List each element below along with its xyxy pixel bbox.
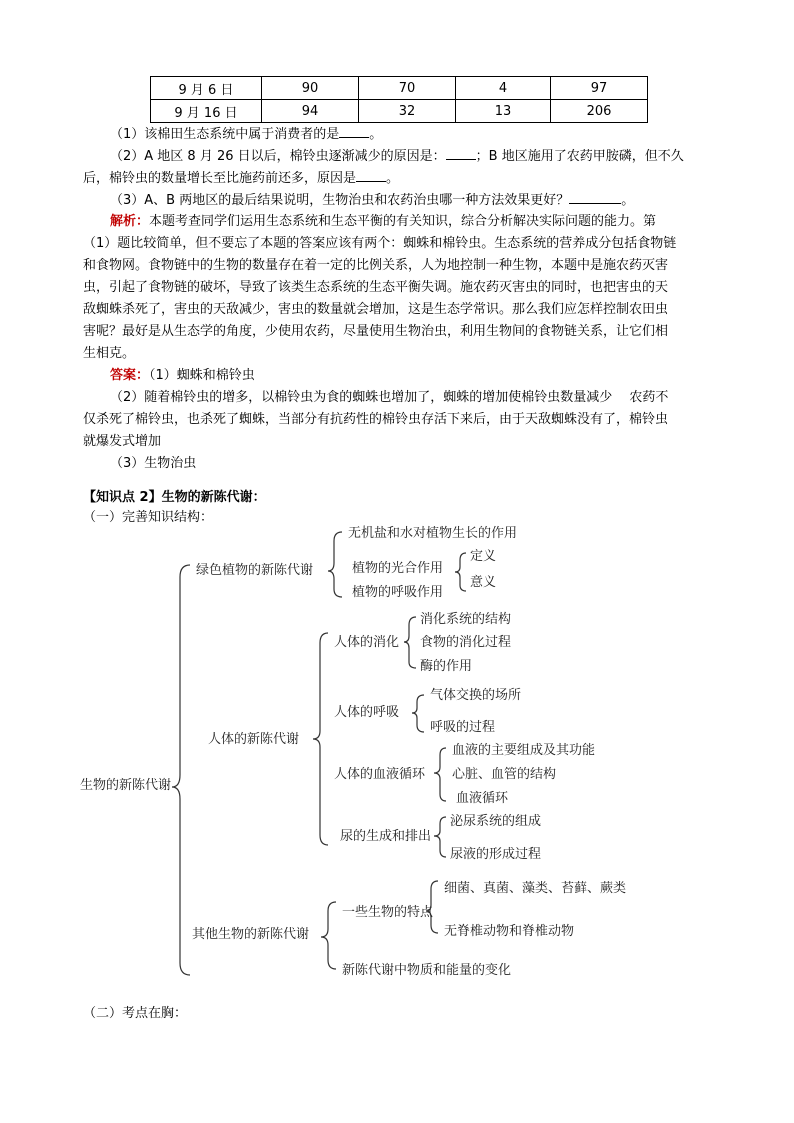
question-3 [110,189,634,212]
q1-end: 。 [369,127,383,142]
brace-blood [434,748,446,801]
tree-root: 生物的新陈代谢 [80,778,172,793]
answer-blank [356,167,386,182]
tree-node: 一些生物的特点 [342,905,434,920]
tree-node: 细菌、真菌、藻类、苔藓、蕨类 [444,881,627,896]
brace-human [313,633,328,845]
table-cell: 206 [551,100,648,123]
tree-node: 酶的作用 [420,659,473,674]
answer-blank [446,145,476,160]
section-subheading: （二）考点在胸： [83,1006,188,1021]
answer-line: （3）生物治虫 [110,456,197,471]
table-cell: 13 [456,100,551,123]
answer-1: （1）蜘蛛和棉铃虫 [149,368,255,383]
table-cell: 97 [551,77,648,100]
brace-green-plants [328,532,342,597]
question-2-line-1 [110,145,684,168]
tree-node: 心脏、血管的结构 [452,767,557,782]
brace-root [172,565,190,975]
tree-node: 消化系统的结构 [420,612,512,627]
q2-text-2: ；B 地区施用了农药甲胺磷，但不久 [475,149,684,164]
answer-label: 答案： [110,368,150,383]
q1-text: （1）该棉田生态系统中属于消费者的是 [110,127,340,142]
table-cell: 9 月 16 日 [151,100,262,123]
answer-line: 仅杀死了棉铃虫，也杀死了蜘蛛，当部分有抗药性的棉铃虫存活下来后，由于天敌蜘蛛没有了，棉铃虫 [83,412,669,427]
answer-blank [569,189,621,204]
tree-human: 人体的新陈代谢 [208,732,300,747]
table-row [151,77,648,100]
table-cell: 9 月 6 日 [151,77,262,100]
table-row [151,100,648,123]
table-cell: 94 [262,100,359,123]
analysis-line: 害呢？最好是从生态学的角度，少使用农药，尽量使用生物治虫，利用生物间的食物链关系，让它们相 [83,324,669,339]
analysis-line: 虫，引起了食物链的破坏，导致了该类生态系统的生态平衡失调。施农药灭害虫的同时，也把害虫的天 [83,280,669,295]
analysis-line [110,211,656,233]
tree-node: 植物的呼吸作用 [352,585,444,600]
tree-node: 人体的呼吸 [334,705,400,720]
analysis-line: 敌蜘蛛杀死了，害虫的天敌减少，害虫的数量就会增加，这是生态学常识。那么我们应怎样控制农田虫 [83,302,669,317]
tree-other: 其他生物的新陈代谢 [192,927,310,942]
table-cell: 70 [359,77,456,100]
section-heading: 【知识点 2】生物的新陈代谢： [83,490,266,505]
tree-node: 气体交换的场所 [430,688,522,703]
tree-node: 意义 [470,575,497,590]
q2-text-1: （2）A 地区 8 月 26 日以后，棉铃虫逐渐减少的原因是： [110,149,446,164]
brace-digestion [404,617,416,668]
q3-end: 。 [621,193,635,208]
answer-line [110,365,255,387]
tree-node: 无脊椎动物和脊椎动物 [444,924,575,939]
question-2-line-2 [83,167,399,190]
question-1 [110,123,382,146]
tree-node: 新陈代谢中物质和能量的变化 [342,963,512,978]
brace-breath [412,695,424,732]
tree-node: 定义 [470,549,497,564]
tree-node: 呼吸的过程 [430,720,496,735]
q3-text: （3）A、B 两地区的最后结果说明，生物治虫和农药治虫哪一种方法效果更好？ [110,193,570,208]
answer-line: 就爆发式增加 [83,434,162,449]
analysis-label: 解析： [110,214,150,229]
tree-node: 无机盐和水对植物生长的作用 [348,526,518,541]
tree-node: 植物的光合作用 [352,561,444,576]
analysis-line: 和食物网。食物链中的生物的数量存在着一定的比例关系，人为地控制一种生物，本题中是施农药灭害 [83,258,669,273]
answer-line: （2）随着棉铃虫的增多，以棉铃虫为食的蜘蛛也增加了，蜘蛛的增加使棉铃虫数量减少 农药不 [110,390,669,405]
answer-blank [339,123,369,138]
analysis-text: 本题考查同学们运用生态系统和生态平衡的有关知识，综合分析解决实际问题的能力。第 [149,214,657,229]
brace-urine [434,817,446,857]
tree-node: 人体的血液循环 [334,767,426,782]
tree-node: 血液循环 [456,791,509,806]
tree-node: 泌尿系统的组成 [450,814,542,829]
tree-node: 人体的消化 [334,635,400,650]
section-subheading: （一）完善知识结构： [83,510,214,525]
brace-photosynthesis [455,553,466,591]
q2-text-3: 后，棉铃虫的数量增长至比施药前还多，原因是 [83,171,357,186]
q2-end: 。 [386,171,400,186]
analysis-line: （1）题比较简单，但不要忘了本题的答案应该有两个：蜘蛛和棉铃虫。生态系统的营养成分包括食物链 [83,236,677,251]
tree-green-plants: 绿色植物的新陈代谢 [196,563,314,578]
tree-node: 尿液的形成过程 [450,847,542,862]
table-cell: 90 [262,77,359,100]
brace-other [321,902,336,969]
analysis-line: 生相克。 [83,346,136,361]
table-cell: 32 [359,100,456,123]
table-cell: 4 [456,77,551,100]
tree-node: 尿的生成和排出 [340,829,432,844]
tree-node: 食物的消化过程 [420,635,512,650]
tree-node: 血液的主要组成及其功能 [452,743,596,758]
data-table [150,76,648,123]
